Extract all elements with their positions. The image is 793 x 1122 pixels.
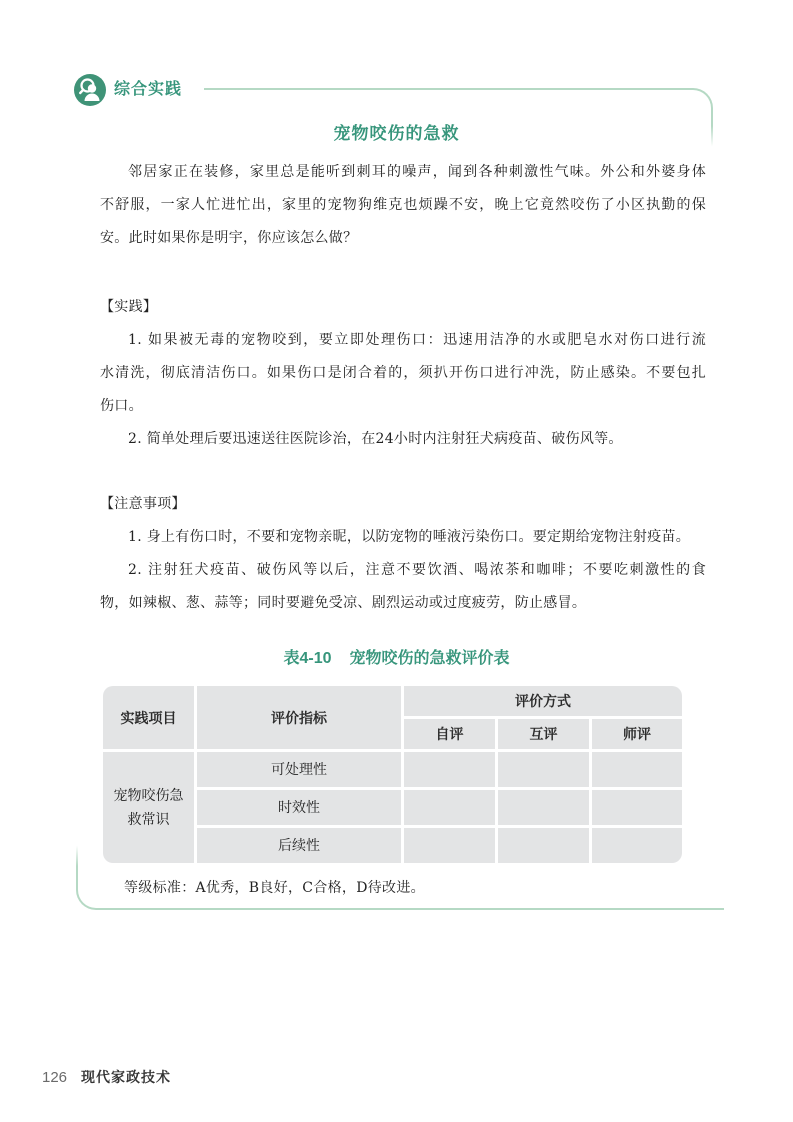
notes-line: 2. 注射狂犬疫苗、破伤风等以后，注意不要饮酒、喝浓茶和咖啡；不要吃刺激性的食 — [128, 562, 706, 578]
evaluation-cell-empty — [404, 752, 495, 787]
person-with-magnifier-icon — [74, 74, 106, 106]
practice-line: 1. 如果被无毒的宠物咬到，要立即处理伤口：迅速用洁净的水或肥皂水对伤口进行流 — [128, 332, 706, 348]
page-footer — [42, 1066, 171, 1088]
table-caption-title: 宠物咬伤的急救评价表 — [349, 650, 510, 667]
practice-section — [100, 291, 706, 456]
decorative-frame-bottom — [76, 844, 724, 910]
intro-paragraph — [100, 156, 706, 255]
intro-line: 邻居家正在装修，家里总是能听到刺耳的噪声，闻到各种刺激性气味。外公和外婆身体 — [128, 164, 706, 180]
evaluation-cell-empty — [592, 790, 682, 825]
practice-line: 2. 简单处理后要迅速送往医院诊治，在24小时内注射狂犬病疫苗、破伤风等。 — [128, 431, 623, 447]
notes-line: 1. 身上有伤口时，不要和宠物亲昵，以防宠物的唾液污染伤口。要定期给宠物注射疫苗。 — [128, 529, 691, 545]
notes-section — [100, 488, 706, 620]
col-header-indicator: 评价指标 — [197, 686, 401, 749]
notes-heading: 【注意事项】 — [100, 496, 186, 512]
table-header-row-1 — [103, 686, 682, 716]
table-caption — [0, 645, 793, 668]
page-title: 宠物咬伤的急救 — [333, 124, 460, 143]
col-header-teacher-eval: 师评 — [592, 719, 682, 749]
evaluation-table — [100, 683, 685, 866]
table-number: 表4-10 — [283, 650, 332, 667]
evaluation-cell-empty — [404, 790, 495, 825]
section-label: 综合实践 — [114, 81, 183, 98]
intro-line: 不舒服，一家人忙进忙出，家里的宠物狗维克也烦躁不安，晚上它竟然咬伤了小区执勤的保 — [100, 197, 706, 213]
practice-line: 伤口。 — [100, 398, 143, 414]
book-title: 现代家政技术 — [81, 1069, 172, 1085]
table-row — [103, 752, 682, 787]
col-header-self-eval: 自评 — [404, 719, 495, 749]
practice-heading: 【实践】 — [100, 299, 158, 315]
indicator-cell: 后续性 — [197, 828, 401, 863]
page-number: 126 — [42, 1069, 68, 1086]
indicator-cell: 可处理性 — [197, 752, 401, 787]
evaluation-cell-empty — [592, 752, 682, 787]
col-header-practice-project: 实践项目 — [103, 686, 194, 749]
col-header-peer-eval: 互评 — [498, 719, 589, 749]
notes-line: 物，如辣椒、葱、蒜等；同时要避免受凉、剧烈运动或过度疲劳，防止感冒。 — [100, 595, 587, 611]
evaluation-cell-empty — [498, 790, 589, 825]
practice-line: 水清洗，彻底清洁伤口。如果伤口是闭合着的，须扒开伤口进行冲洗，防止感染。不要包扎 — [100, 365, 706, 381]
grade-standard-note: 等级标准：A优秀，B良好，C合格，D待改进。 — [124, 880, 425, 896]
evaluation-cell-empty — [498, 752, 589, 787]
col-header-evaluation-method: 评价方式 — [404, 686, 682, 716]
indicator-cell: 时效性 — [197, 790, 401, 825]
row-group-label: 宠物咬伤急救常识 — [103, 752, 194, 863]
intro-line: 安。此时如果你是明宇，你应该怎么做？ — [100, 230, 358, 246]
